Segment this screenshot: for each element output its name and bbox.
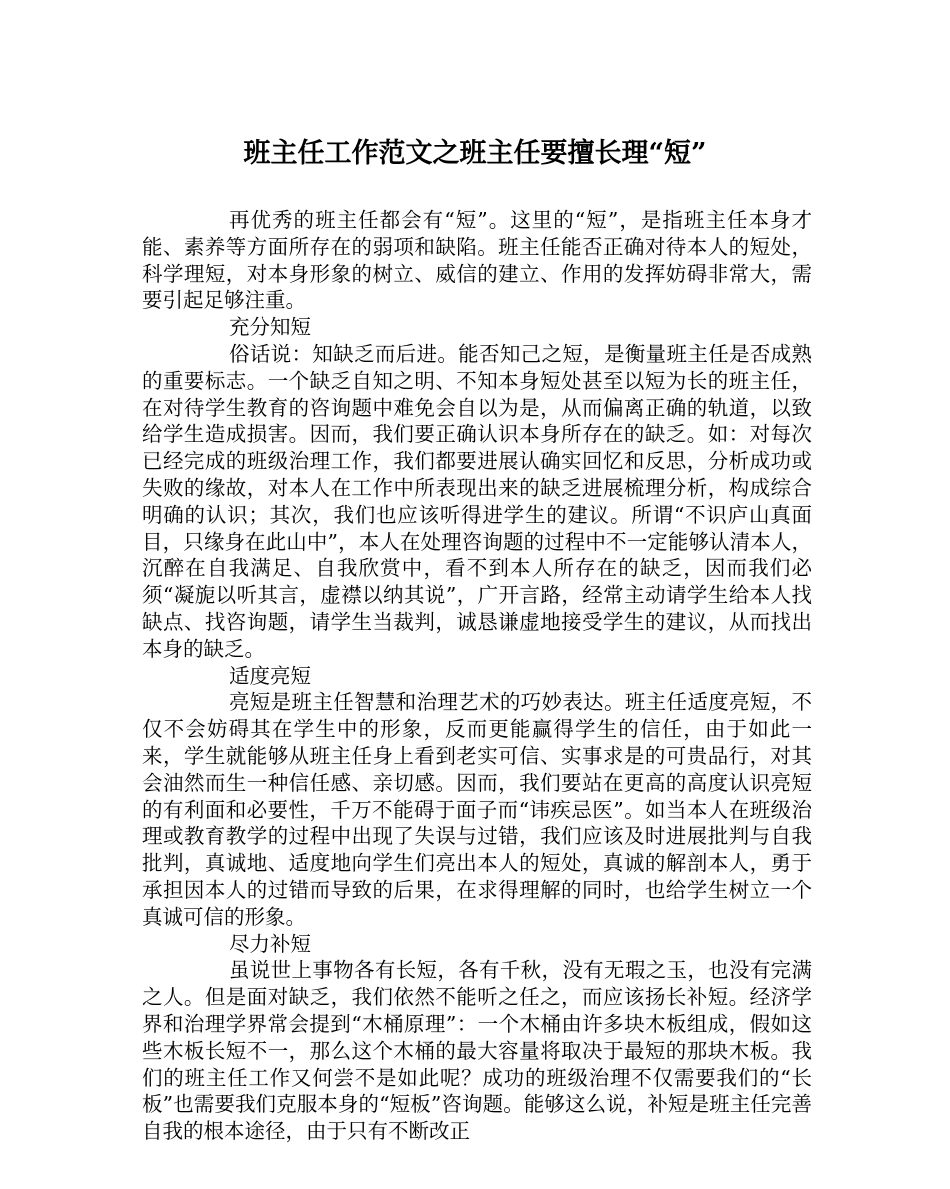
section-heading-fix-short: 尽力补短 [229,931,311,956]
document-title: 班主任工作范文之班主任要擅长理“短” [243,138,707,169]
paragraph-know-short: 俗话说：知缺乏而后进。能否知己之短，是衡量班主任是否成熟的重要标志。一个缺乏自知之明、不知本身短处甚至以短为长的班主任，在对待学生教育的咨询题中难免会自以为是，从而偏离正确的轨道，以致给学生造成损害。因而，我们要正确认识本身所存在的缺乏。如：对每次已经完成的班级治理工作，我们都要进展认确实回忆和反思，分析成功或失败的缘故，对本人在工作中所表现出来的缺乏进展梳理分析，构成综合明确的认识；其次，我们也应该听得进学生的建议。所谓“不识庐山真面目，只缘身在此山中”，本人在处理咨询题的过程中不一定能够认清本人，沉醉在自我满足、自我欣赏中，看不到本人所存在的缺乏，因而我们必须“凝旎以听其言，虚襟以纳其说”，广开言路，经常主动请学生给本人找缺点、找咨询题，请学生当裁判，诚恳谦虚地接受学生的建议，从而找出本身的缺乏。 [142,341,812,661]
paragraph-show-short: 亮短是班主任智慧和治理艺术的巧妙表达。班主任适度亮短，不仅不会妨碍其在学生中的形象，反而更能赢得学生的信任，由于如此一来，学生就能够从班主任身上看到老实可信、实事求是的可贵品行，对其会油然而生一种信任感、亲切感。因而，我们要站在更高的高度认识亮短的有利面和必要性，千万不能碍于面子而“讳疾忌医”。如当本人在班级治理或教育教学的过程中出现了失误与过错，我们应该及时进展批判与自我批判，真诚地、适度地向学生们亮出本人的短处，真诚的解剖本人，勇于承担因本人的过错而导致的后果，在求得理解的同时，也给学生树立一个真诚可信的形象。 [142,690,812,929]
paragraph-fix-short: 虽说世上事物各有长短，各有千秋，没有无瑕之玉，也没有完满之人。但是面对缺乏，我们依然不能听之任之，而应该扬长补短。经济学界和治理学界常会提到“木桶原理”：一个木桶由许多块木板组成，假如这些木板长短不一，那么这个木桶的最大容量将取决于最短的那块木板。我们的班主任工作又何尝不是如此呢？成功的班级治理不仅需要我们的“长板”也需要我们克服本身的“短板”咨询题。能够这么说，补短是班主任完善自我的根本途径，由于只有不断改正 [142,958,812,1144]
paragraph-intro: 再优秀的班主任都会有“短”。这里的“短”，是指班主任本身才能、素养等方面所存在的弱项和缺陷。班主任能否正确对待本人的短处，科学理短，对本身形象的树立、威信的建立、作用的发挥妨碍非常大，需要引起足够注重。 [142,208,812,313]
section-heading-show-short: 适度亮短 [229,663,311,688]
document-body [142,207,812,1145]
section-heading-know-short: 充分知短 [229,315,311,340]
